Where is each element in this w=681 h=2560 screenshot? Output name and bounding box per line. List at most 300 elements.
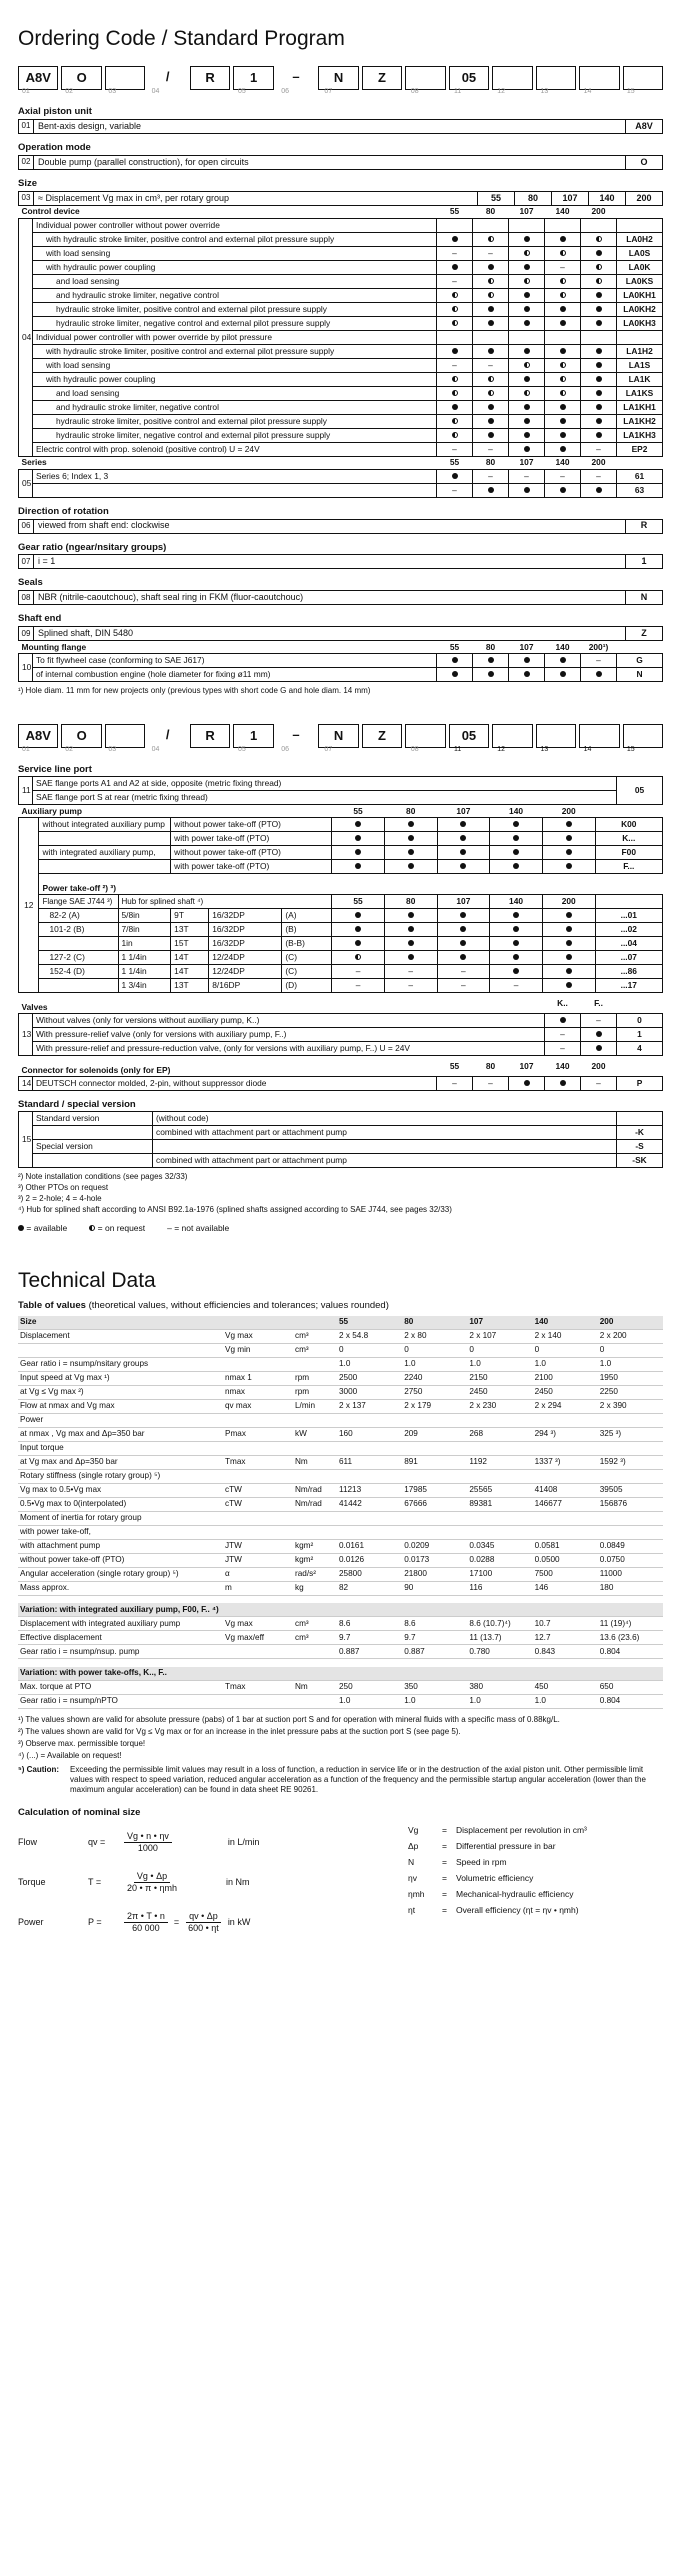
value-cell: 160: [337, 1427, 402, 1441]
value-cell: 1.0: [337, 1357, 402, 1371]
table-row: [18, 1441, 663, 1455]
availability-cell: [384, 818, 437, 832]
half-dot-icon: [560, 278, 566, 284]
availability-cell: [490, 937, 543, 951]
value-cell: 116: [467, 1581, 532, 1595]
flow-formula: Flow qv = $\frac{Vg • n • \eta v}{1000}$ in L/min: [18, 1830, 260, 1853]
hub-cell: 12/24DP: [209, 965, 282, 979]
half-dot-icon: [452, 320, 458, 326]
value-cell: 2500: [337, 1371, 402, 1385]
value-cell: 8.6: [337, 1617, 402, 1631]
row-code: [617, 330, 663, 344]
code-position: 03: [108, 746, 117, 754]
code-position: [191, 88, 231, 98]
availability-cell: [509, 316, 545, 330]
table-row: [18, 1631, 663, 1645]
availability-cell: [581, 316, 617, 330]
availability-cell: [332, 909, 385, 923]
availability-cell: [473, 274, 509, 288]
filled-dot-icon: [566, 940, 572, 946]
availability-cell: [437, 302, 473, 316]
value-cell: 1592 ³): [598, 1455, 663, 1469]
code-box: R: [190, 66, 230, 90]
value-cell: [337, 1441, 402, 1455]
availability-cell: [473, 218, 509, 232]
option-row: [19, 818, 663, 832]
legend-not-available: – = not available: [167, 1222, 230, 1233]
availability-cell: [509, 386, 545, 400]
unit-cell: cm³: [293, 1631, 337, 1645]
filled-dot-icon: [596, 432, 602, 438]
param-cell: Mass approx.: [18, 1581, 223, 1595]
availability-cell: [581, 330, 617, 344]
param-cell: without power take-off (PTO): [18, 1553, 223, 1567]
filled-dot-icon: [560, 446, 566, 452]
availability-cell: [581, 344, 617, 358]
value-cell: [402, 1413, 467, 1427]
availability-cell: [509, 344, 545, 358]
row-code: Z: [625, 627, 662, 640]
option-row: [19, 344, 663, 358]
code-position: 15: [626, 746, 635, 754]
value-cell: [467, 1511, 532, 1525]
availability-cell: –: [437, 274, 473, 288]
value-cell: 21800: [402, 1567, 467, 1581]
availability-cell: [473, 428, 509, 442]
value-cell: 41408: [533, 1483, 598, 1497]
filled-dot-icon: [596, 390, 602, 396]
filled-dot-icon: [596, 671, 602, 677]
half-dot-icon: [452, 376, 458, 382]
half-dot-icon: [560, 250, 566, 256]
availability-cell: [473, 400, 509, 414]
option-row: [19, 1014, 663, 1028]
row-code: LA0KH3: [617, 316, 663, 330]
value-cell: 17100: [467, 1567, 532, 1581]
option-row: [19, 668, 663, 682]
availability-cell: [509, 668, 545, 682]
section-title: Power take-off ²) ³): [42, 882, 116, 893]
filled-dot-icon: [566, 835, 572, 841]
availability-cell: [473, 372, 509, 386]
availability-cell: [542, 951, 595, 965]
value-cell: [402, 1525, 467, 1539]
size-header: 80: [485, 641, 496, 652]
footnote: ⁴) Hub for splined shaft according to ANSI B92.1a-1976 (splined shafts assigned according to SAE J744, see pages 32/33): [18, 1204, 452, 1214]
row-code: LA0KS: [617, 274, 663, 288]
calc-title: Calculation of nominal size: [18, 1806, 141, 1818]
symbol-cell: [223, 1357, 293, 1371]
param-cell: Displacement: [18, 1329, 223, 1343]
availability-cell: [509, 260, 545, 274]
filled-dot-icon: [566, 849, 572, 855]
size-header: 200: [591, 457, 606, 468]
symbol-cell: [223, 1511, 293, 1525]
availability-cell: [509, 414, 545, 428]
code-position: [191, 746, 231, 756]
value-cell: 0.0126: [337, 1553, 402, 1567]
option-table: [18, 457, 663, 498]
availability-cell: [473, 288, 509, 302]
value-cell: 7500: [533, 1567, 598, 1581]
option-row: [19, 1139, 663, 1153]
row-text: [33, 1153, 153, 1167]
param-cell: Input speed at Vg max ¹): [18, 1371, 223, 1385]
value-cell: 0: [337, 1343, 402, 1357]
row-code: F00: [595, 846, 662, 860]
param-cell: Vg max to 0.5•Vg max: [18, 1483, 223, 1497]
filled-dot-icon: [452, 348, 458, 354]
filled-dot-icon: [18, 1225, 24, 1231]
value-cell: 209: [402, 1427, 467, 1441]
row-code: -S: [617, 1139, 663, 1153]
ordering-code-positions: [18, 88, 663, 98]
definition-row: N = Speed in rpm: [408, 1857, 507, 1868]
code-position: 04: [151, 88, 160, 95]
symbol-cell: m: [223, 1581, 293, 1595]
availability-cell: [384, 909, 437, 923]
filled-dot-icon: [513, 940, 519, 946]
header-cell: 200: [598, 1316, 663, 1330]
value-cell: 350: [402, 1680, 467, 1694]
code-box: O: [61, 724, 101, 748]
value-cell: [337, 1469, 402, 1483]
size-header: 140: [555, 641, 570, 652]
code-box: [536, 724, 576, 748]
value-cell: 380: [467, 1680, 532, 1694]
section-title: Direction of rotation: [18, 505, 109, 517]
filled-dot-icon: [524, 1080, 530, 1086]
availability-cell: [545, 442, 581, 456]
code-box: N: [318, 724, 358, 748]
filled-dot-icon: [560, 671, 566, 677]
value-cell: 2100: [533, 1371, 598, 1385]
code-box: [623, 66, 663, 90]
value-cell: [598, 1413, 663, 1427]
availability-cell: –: [473, 442, 509, 456]
code-position: 12: [497, 746, 506, 754]
code-box: /: [165, 727, 170, 742]
footnote: ³) 2 = 2-hole; 4 = 4-hole: [18, 1193, 102, 1203]
row-text: DEUTSCH connector molded, 2-pin, without suppressor diode: [33, 1077, 437, 1091]
filled-dot-icon: [513, 835, 519, 841]
filled-dot-icon: [566, 821, 572, 827]
half-dot-icon: [452, 306, 458, 312]
value-cell: 13.6 (23.6): [598, 1631, 663, 1645]
code-position: 02: [65, 88, 73, 95]
half-dot-icon: [488, 278, 494, 284]
availability-cell: –: [473, 246, 509, 260]
filled-dot-icon: [452, 657, 458, 663]
unit-cell: L/min: [293, 1399, 337, 1413]
code-box: A8V: [18, 66, 58, 90]
row-text: SAE flange ports A1 and A2 at side, opposite (metric fixing thread): [33, 777, 617, 791]
legend-on-request: = on request: [89, 1223, 145, 1234]
table-row: [18, 1371, 663, 1385]
section-s11: [18, 756, 663, 805]
option-row: [18, 519, 663, 534]
param-cell: at Vg ≤ Vg max ²): [18, 1385, 223, 1399]
table-row: [18, 1525, 663, 1539]
table-footnote: ²) The values shown are valid for Vg ≤ Vg max or for an increase in the inlet pressure pabs at the suction port S (see page 5).: [18, 1726, 461, 1736]
availability-cell: –: [437, 483, 473, 497]
filled-dot-icon: [460, 926, 466, 932]
value-cell: 891: [402, 1455, 467, 1469]
section-title: Connector for solenoids (only for EP): [21, 1064, 171, 1075]
availability-cell: [437, 469, 473, 483]
unit-cell: [293, 1645, 337, 1659]
row-text: combined with attachment part or attachment pump: [153, 1153, 617, 1167]
option-row: [19, 358, 663, 372]
size-header: 140: [555, 1060, 570, 1071]
row-code: ...04: [595, 937, 662, 951]
value-cell: 650: [598, 1680, 663, 1694]
availability-cell: [581, 260, 617, 274]
availability-cell: [437, 218, 473, 232]
value-cell: 41442: [337, 1497, 402, 1511]
value-cell: 1.0: [337, 1694, 402, 1708]
unit-cell: rpm: [293, 1385, 337, 1399]
section-title: Valves: [21, 1001, 48, 1012]
filled-dot-icon: [524, 657, 530, 663]
availability-cell: [473, 654, 509, 668]
value-cell: [402, 1441, 467, 1455]
section-title: Mounting flange: [21, 641, 87, 652]
availability-cell: [473, 302, 509, 316]
code-position: 04: [151, 746, 160, 754]
option-row: [19, 832, 663, 846]
filled-dot-icon: [408, 863, 414, 869]
availability-cell: [545, 414, 581, 428]
size-header: 80: [384, 895, 437, 909]
filled-dot-icon: [408, 821, 414, 827]
availability-cell: [437, 330, 473, 344]
hub-cell: 1 3/4in: [118, 979, 171, 993]
filled-dot-icon: [488, 487, 494, 493]
availability-cell: –: [545, 1042, 581, 1056]
value-cell: 0.0173: [402, 1553, 467, 1567]
filled-dot-icon: [560, 1080, 566, 1086]
half-dot-icon: [452, 292, 458, 298]
symbol-cell: JTW: [223, 1553, 293, 1567]
filled-dot-icon: [560, 348, 566, 354]
availability-cell: –: [509, 469, 545, 483]
symbol-cell: cTW: [223, 1497, 293, 1511]
code-position: 06: [281, 746, 290, 754]
param-cell: Power: [18, 1413, 223, 1427]
row-code: -K: [617, 1125, 663, 1139]
filled-dot-icon: [488, 418, 494, 424]
unit-cell: [293, 1525, 337, 1539]
availability-cell: [581, 400, 617, 414]
filled-dot-icon: [524, 264, 530, 270]
value-cell: 17985: [402, 1483, 467, 1497]
ordering-code-boxes: [18, 66, 663, 88]
hub-cell: (C): [282, 965, 332, 979]
code-box: 1: [233, 66, 273, 90]
option-row: [18, 626, 663, 641]
variation-header: Variation: with power take-offs, K.., F..: [18, 1667, 663, 1681]
option-row: [19, 274, 663, 288]
availability-cell: [437, 232, 473, 246]
row-text: Standard version: [33, 1111, 153, 1125]
value-cell: 2 x 80: [402, 1329, 467, 1343]
param-cell: Max. torque at PTO: [18, 1680, 223, 1694]
availability-cell: [581, 372, 617, 386]
section-s12: [18, 805, 663, 993]
filled-dot-icon: [408, 926, 414, 932]
footnote: ²) Note installation conditions (see pages 32/33): [18, 1171, 188, 1181]
filled-dot-icon: [452, 404, 458, 410]
row-text: i = 1: [38, 556, 56, 567]
param-cell: with attachment pump: [18, 1539, 223, 1553]
option-row: [19, 372, 663, 386]
filled-dot-icon: [460, 835, 466, 841]
value-cell: 0.0849: [598, 1539, 663, 1553]
definition-row: ηt = Overall efficiency (ηt = ηv • ηmh): [408, 1905, 579, 1916]
row-text: hydraulic stroke limiter, negative control and external pilot pressure supply: [33, 428, 437, 442]
header-cell: 55: [337, 1316, 402, 1330]
filled-dot-icon: [513, 954, 519, 960]
code-box: O: [61, 66, 101, 90]
section-s07: [18, 534, 663, 570]
code-position: 08: [410, 746, 419, 754]
availability-cell: [473, 414, 509, 428]
option-row: [19, 923, 663, 937]
row-text: with power take-off (PTO): [171, 832, 332, 846]
hub-cell: 7/8in: [118, 923, 171, 937]
option-row: [19, 965, 663, 979]
header-cell: Size: [18, 1316, 223, 1330]
filled-dot-icon: [488, 671, 494, 677]
availability-cell: [490, 923, 543, 937]
row-code: 63: [617, 483, 663, 497]
availability-cell: [384, 937, 437, 951]
table-row: [18, 1694, 663, 1708]
row-number: 05: [19, 469, 33, 497]
availability-cell: [490, 951, 543, 965]
option-table: [18, 1111, 663, 1168]
filled-dot-icon: [560, 306, 566, 312]
symbol-cell: [223, 1413, 293, 1427]
row-code: K...: [595, 832, 662, 846]
value-cell: 0: [402, 1343, 467, 1357]
availability-cell: –: [581, 469, 617, 483]
filled-dot-icon: [524, 487, 530, 493]
code-position: 13: [540, 88, 549, 95]
availability-cell: [545, 274, 581, 288]
size-header: 200: [542, 895, 595, 909]
filled-dot-icon: [524, 446, 530, 452]
code-position: 05: [238, 88, 246, 95]
size-header: 140: [509, 805, 524, 816]
filled-dot-icon: [488, 264, 494, 270]
availability-cell: [490, 860, 543, 874]
code-box: [579, 724, 619, 748]
row-text: Series 6; Index 1, 3: [33, 469, 437, 483]
row-code: 4: [617, 1042, 663, 1056]
filled-dot-icon: [560, 487, 566, 493]
section-s03: [18, 170, 663, 206]
availability-cell: [437, 414, 473, 428]
value-cell: 2450: [533, 1385, 598, 1399]
value-cell: 10.7: [533, 1617, 598, 1631]
availability-cell: –: [384, 965, 437, 979]
param-cell: Gear ratio i = nsump/nsitary groups: [18, 1357, 223, 1371]
value-cell: 2 x 54.8: [337, 1329, 402, 1343]
row-text: hydraulic stroke limiter, positive control and external pilot pressure supply: [33, 414, 437, 428]
code-position: [364, 88, 404, 98]
table-row: [18, 1399, 663, 1413]
half-dot-icon: [560, 362, 566, 368]
code-box: N: [318, 66, 358, 90]
availability-cell: –: [581, 442, 617, 456]
row-code: EP2: [617, 442, 663, 456]
symbol-cell: [223, 1525, 293, 1539]
value-cell: 9.7: [337, 1631, 402, 1645]
availability-cell: [545, 232, 581, 246]
availability-cell: [332, 860, 385, 874]
value-cell: [402, 1511, 467, 1525]
value-cell: 325 ³): [598, 1427, 663, 1441]
availability-cell: [542, 979, 595, 993]
size-header: 55: [332, 895, 385, 909]
availability-cell: –: [437, 1077, 473, 1091]
hub-cell: (D): [282, 979, 332, 993]
table-row: [18, 1427, 663, 1441]
table-footnote: ¹) The values shown are valid for absolute pressure (pabs) of 1 bar at suction port S and for operation with mineral fluids with a specific mass of 0.88kg/L.: [18, 1714, 560, 1724]
availability-cell: [437, 654, 473, 668]
value-cell: 268: [467, 1427, 532, 1441]
code-position: 02: [65, 746, 73, 754]
row-code: LA0K: [617, 260, 663, 274]
code-box: [105, 66, 145, 90]
hub-cell: (B): [282, 923, 332, 937]
filled-dot-icon: [560, 236, 566, 242]
section-s10: [18, 641, 663, 682]
section-title: Size: [18, 177, 38, 189]
value-cell: 250: [337, 1680, 402, 1694]
availability-cell: [490, 818, 543, 832]
size-header: 107: [519, 1060, 534, 1071]
torque-formula: Torque T = $\frac{Vg • \Delta p}{\text{20 • π • ηmh}}$ in Nm: [18, 1870, 250, 1893]
availability-cell: [332, 937, 385, 951]
code-box: Z: [362, 724, 402, 748]
availability-cell: [437, 316, 473, 330]
size-code: 55: [477, 192, 514, 205]
definition: Displacement per revolution in cm³: [456, 1825, 587, 1836]
section-title: Shaft end: [18, 613, 62, 625]
option-row: [19, 316, 663, 330]
row-text: SAE flange port S at rear (metric fixing thread): [33, 791, 617, 805]
option-row: [19, 909, 663, 923]
section-s06: [18, 498, 663, 534]
table-row: [18, 1511, 663, 1525]
definition: Differential pressure in bar: [456, 1841, 556, 1852]
filled-dot-icon: [513, 863, 519, 869]
filled-dot-icon: [566, 968, 572, 974]
filled-dot-icon: [524, 348, 530, 354]
code-position: 06: [281, 88, 290, 95]
row-code: LA1KH2: [617, 414, 663, 428]
option-row: [19, 483, 663, 497]
availability-cell: [437, 372, 473, 386]
hub-cell: 9T: [171, 909, 209, 923]
value-cell: [533, 1525, 598, 1539]
code-box: [492, 724, 532, 748]
unit-cell: rad/s²: [293, 1567, 337, 1581]
filled-dot-icon: [488, 320, 494, 326]
